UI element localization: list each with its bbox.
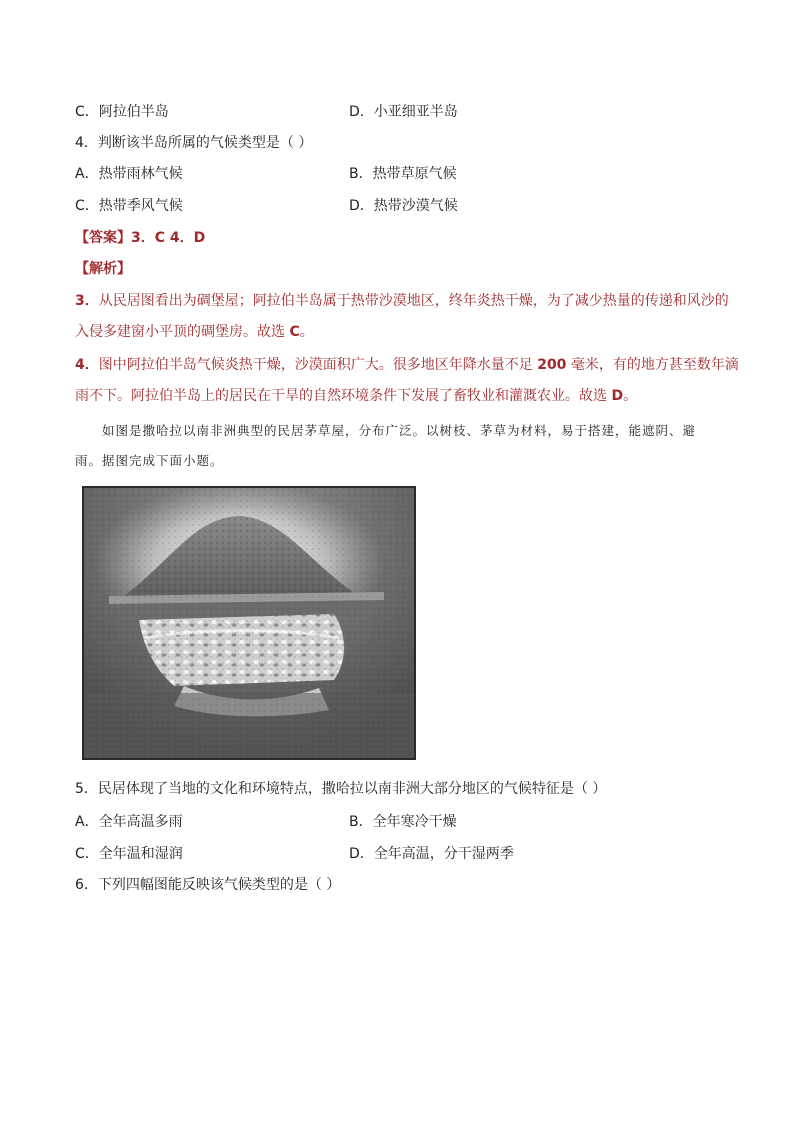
q4-option-d: D．热带沙漠气候	[349, 198, 458, 214]
analysis-4-text-2c: 。	[623, 388, 638, 404]
hut-illustration	[84, 488, 414, 758]
answer-value: 3．C 4．D	[131, 230, 206, 246]
q5-option-d: D．全年高温，分干湿两季	[349, 846, 514, 862]
q4-option-c: C．热带季风气候	[75, 198, 183, 214]
q5-stem: 5．民居体现了当地的文化和环境特点，撒哈拉以南非洲大部分地区的气候特征是（ ）	[75, 781, 607, 797]
intro-line-1: 如图是撒哈拉以南非洲典型的民居茅草屋，分布广泛。以树枝、茅草为材料，易于搭建，能遮阴、避	[102, 423, 697, 438]
q3-option-d: D．小亚细亚半岛	[349, 104, 458, 120]
q6-stem: 6．下列四幅图能反映该气候类型的是（ ）	[75, 877, 341, 893]
analysis-4-rainfall-value: 200	[537, 357, 567, 373]
q4-stem: 4．判断该半岛所属的气候类型是（ ）	[75, 135, 313, 151]
analysis-3-line-1	[75, 291, 729, 311]
analysis-4-line-1	[75, 355, 739, 375]
q3-option-c: C．阿拉伯半岛	[75, 104, 169, 120]
analysis-3-number: 3．	[75, 293, 99, 309]
q4-option-a: A．热带雨林气候	[75, 166, 183, 182]
analysis-4-line-2	[75, 386, 637, 406]
q5-option-b: B．全年寒冷干燥	[349, 814, 457, 830]
analysis-4-text-1a: 图中阿拉伯半岛气候炎热干燥，沙漠面积广大。很多地区年降水量不足	[98, 357, 538, 373]
answer-label: 【答案】	[75, 230, 131, 246]
intro-line-2: 雨。据图完成下面小题。	[75, 453, 224, 468]
analysis-4-text-1c: 毫米，有的地方甚至数年滴	[566, 357, 739, 373]
answer-line	[75, 228, 205, 248]
thatched-hut-photo	[82, 486, 416, 760]
analysis-4-text-2a: 雨不下。阿拉伯半岛上的居民在干旱的自然环境条件下发展了畜牧业和灌溉农业。故选	[75, 388, 612, 404]
q4-option-b: B．热带草原气候	[349, 166, 457, 182]
analysis-4-number: 4．	[75, 357, 99, 373]
analysis-3-answer: C	[289, 324, 300, 340]
q5-option-a: A．全年高温多雨	[75, 814, 183, 830]
analysis-label: 【解析】	[75, 261, 131, 277]
analysis-3-text-2c: 。	[299, 324, 314, 340]
analysis-3-text-2a: 入侵多建窗小平顶的碉堡房。故选	[75, 324, 290, 340]
q5-option-c: C．全年温和湿润	[75, 846, 183, 862]
analysis-4-answer: D	[611, 388, 624, 404]
analysis-3-line-2	[75, 322, 314, 342]
analysis-3-text-1: 从民居图看出为碉堡屋；阿拉伯半岛属于热带沙漠地区，终年炎热干燥，为了减少热量的传递和风沙的	[98, 293, 729, 309]
